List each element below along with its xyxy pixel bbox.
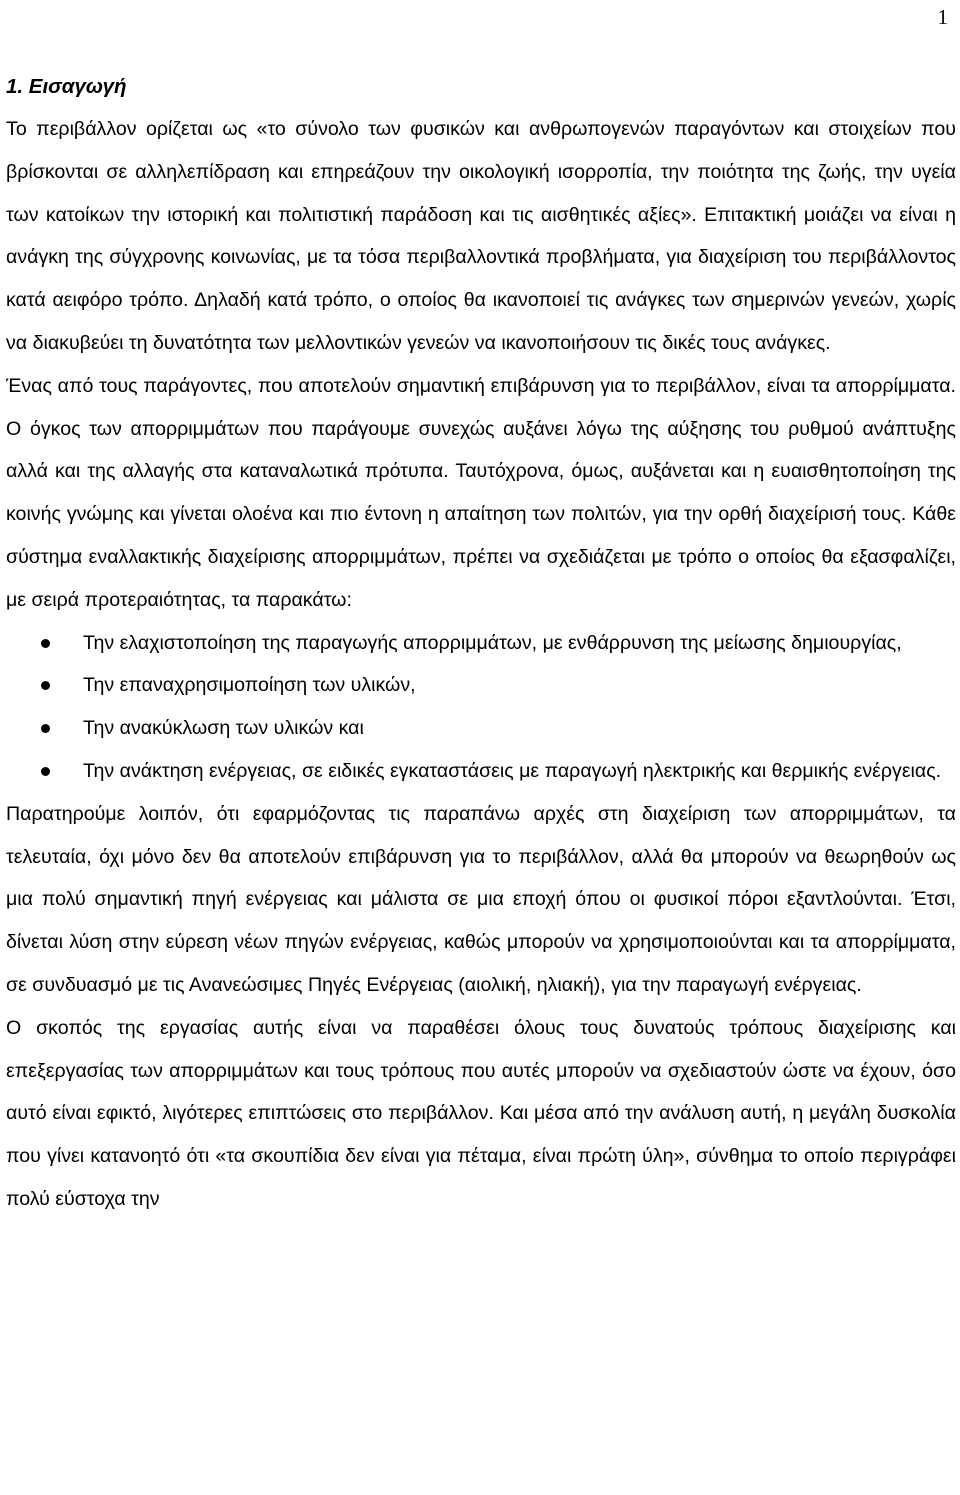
- bullet-icon: [41, 639, 50, 648]
- list-item-text: Την επαναχρησιμοποίηση των υλικών,: [83, 674, 416, 697]
- page-number: 1: [937, 5, 948, 29]
- list-item: [6, 664, 956, 707]
- paragraph-purpose: Ο σκοπός της εργασίας αυτής είναι να παραθέσει όλους τους δυνατούς τρόπους διαχείρισης και επεξεργασίας των απορριμμάτων και τους τρόπους που αυτές μπορούν να σχεδιαστούν ώστε να έχουν, όσο αυτό είναι εφικτό, λιγότερες επιπτώσεις στο περιβάλλον. Και μέσα από την ανάλυση αυτή, η μεγάλη δυσκολία που γίνει κατανοητό ότι «τα σκουπίδια δεν είναι για πέταμα, είναι πρώτη ύλη», σύνθημα το οποίο περιγράφει πολύ εύστοχα την: [6, 1016, 956, 1210]
- list-item-text: Την ελαχιστοποίηση της παραγωγής απορριμμάτων, με ενθάρρυνση της μείωσης δημιουργίας,: [83, 631, 902, 654]
- list-item: [6, 750, 956, 793]
- bullet-icon: [41, 724, 50, 733]
- paragraph-waste-factors: Ένας από τους παράγοντες, που αποτελούν σημαντική επιβάρυνση για το περιβάλλον, είναι τα απορρίμματα. Ο όγκος των απορριμμάτων που παράγουμε συνεχώς αυξάνει λόγω της αύξησης του ρυθμού ανάπτυξης αλλά και της αλλαγής στα καταναλωτικά πρότυπα. Ταυτόχρονα, όμως, αυξάνεται και η ευαισθητοποίηση της κοινής γνώμης και γίνεται ολοένα και πιο έντονη η απαίτηση των πολιτών, για την ορθή διαχείρισή τους. Κάθε σύστημα εναλλακτικής διαχείρισης απορριμμάτων, πρέπει να σχεδιάζεται με τρόπο ο οποίος θα εξασφαλίζει, με σειρά προτεραιότητας, τα παρακάτω:: [6, 374, 956, 611]
- bullet-icon: [41, 767, 50, 776]
- bullet-icon: [41, 681, 50, 690]
- paragraph-definition: Το περιβάλλον ορίζεται ως «το σύνολο των φυσικών και ανθρωπογενών παραγόντων και στοιχείων που βρίσκονται σε αλληλεπίδραση και επηρεάζουν την οικολογική ισορροπία, την ποιότητα της ζωής, την υγεία των κατοίκων την ιστορική και πολιτιστική παράδοση και τις αισθητικές αξίες». Επιτακτική μοιάζει να είναι η ανάγκη της σύγχρονης κοινωνίας, με τα τόσα περιβαλλοντικά προβλήματα, για διαχείριση του περιβάλλοντος κατά αειφόρο τρόπο. Δηλαδή κατά τρόπο, ο οποίος θα ικανοποιεί τις ανάγκες των σημερινών γενεών, χωρίς να διακυβεύει τη δυνατότητα των μελλοντικών γενεών να ικανοποιήσουν τις δικές τους ανάγκες.: [6, 118, 956, 354]
- paragraph-energy-source: Παρατηρούμε λοιπόν, ότι εφαρμόζοντας τις παραπάνω αρχές στη διαχείριση των απορριμμάτων, τα τελευταία, όχι μόνο δεν θα αποτελούν επιβάρυνση για το περιβάλλον, αλλά θα μπορούν να θεωρηθούν ως μια πολύ σημαντική πηγή ενέργειας και μάλιστα σε μια εποχή όπου οι φυσικοί πόροι εξαντλούνται. Έτσι, δίνεται λύση στην εύρεση νέων πηγών ενέργειας, καθώς μπορούν να χρησιμοποιούνται και τα απορρίμματα, σε συνδυασμό με τις Ανανεώσιμες Πηγές Ενέργειας (αιολική, ηλιακή), για την παραγωγή ενέργειας.: [6, 802, 956, 996]
- section-heading: 1. Εισαγωγή: [6, 75, 127, 98]
- list-item-text: Την ανακύκλωση των υλικών και: [83, 717, 364, 740]
- list-item: [6, 707, 956, 750]
- priority-list: [6, 622, 956, 793]
- list-item-text: Την ανάκτηση ενέργειας, σε ειδικές εγκαταστάσεις με παραγωγή ηλεκτρικής και θερμικής ενέργειας.: [83, 759, 942, 782]
- list-item: [6, 622, 956, 665]
